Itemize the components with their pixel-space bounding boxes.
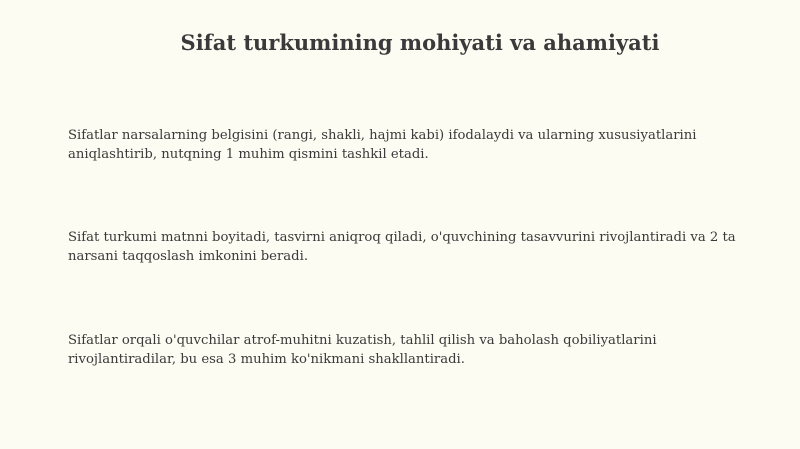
paragraph-2: Sifat turkumi matnni boyitadi, tasvirni aniqroq qiladi, o'quvchining tasavvurini rivojlantiradi va 2 ta narsani taqqoslash imkonini beradi. bbox=[68, 230, 736, 264]
paragraph-1: Sifatlar narsalarning belgisini (rangi, shakli, hajmi kabi) ifodalaydi va ularning xususiyatlarini aniqlashtirib, nutqning 1 muhim qismini tashkil etadi. bbox=[68, 128, 697, 162]
paragraph-3: Sifatlar orqali o'quvchilar atrof-muhitni kuzatish, tahlil qilish va baholash qobiliyatlarini rivojlantiradilar, bu esa 3 muhim ko'nikmani shakllantiradi. bbox=[68, 333, 657, 367]
slide-title: Sifat turkumining mohiyati va ahamiyati bbox=[180, 30, 660, 55]
